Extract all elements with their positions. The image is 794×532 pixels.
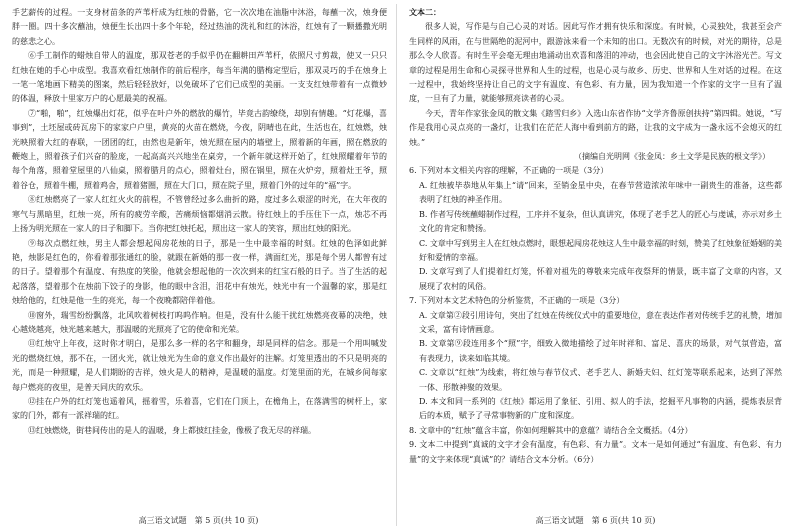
paragraph: ⑧红烛燃亮了一家人红红火火的前程，不管曾经过多么曲折的路，度过多么艰涩的时光，在大年夜的寒气与黑暗里，红烛一亮，所有的疲劳辛酸，苦痛烦恼都烟消云散。待红烛上的手压住下一点，烛芯不再上扬为明光照在一家人的日子和脚下。当你把红烛托起，照出这一家人的笑容，照出红烛的阳光。 [12,195,387,234]
paragraph: 手艺薪传的过程。一支身材苗条的芦苇杆成为红烛的骨骼，它一次次地在油脂中沐浴，每蘸一次，烛身便胖一圈。四十多次蘸油，烛便生长出四十多个年轮，经过热油的洗礼和红的沐浴，红烛有了一颗播撒光明的慈悲之心。 [12,8,387,46]
paragraph: ⑩窗外，瑞雪纷纷飘落，北风吹着树枝打呜呜作响。但是，没有什么能干扰红烛燃亮夜幕的决绝，烛心越烧越亮，烛光越来越大，那温暖的光照亮了它的使命和光荣。 [12,310,387,334]
paragraph: ⑬红烛燃烧，街巷间传出的是人的温暖，身上都披红挂金，像极了我无尽的祥瑞。 [28,425,316,435]
right-page [397,0,794,532]
answer-option: B. 作者写传统蘸蜡制作过程，工序并不复杂，但认真讲究，体现了老手艺人的匠心与虔诚，亦示对乡土文化的肯定和赞扬。 [419,209,782,234]
answer-option: A. 文章第②段引用诗句，突出了红烛在传统仪式中的重要地位，意在表达作者对传统手艺的礼赞，增加文采，富有诗情画意。 [419,310,782,334]
answer-option: C. 文章以“红烛”为线索，将红烛与春节仪式、老手艺人、新婚夫妇、红灯笼等联系起来，达到了浑然一体、形散神聚的效果。 [419,368,782,392]
paragraph: ⑪红烛守上年夜，这时你才明白，是那么多一样的名字和翻身，却是同样的信念。那是一个用叫喊发光的燃烧红烛，那不在，一团火光，就让烛光为生命的意义作出最好的注解。灯笼里透出的不只是明亮的光，而是一种照耀，是人们期盼的吉祥，烛火是人的精神，是温暖的温度。灯笼里面的光，在城乡间每家每户燃亮的夜里，是普天同庆的欢乐。 [12,339,387,392]
answer-option: C. 文章中写到男主人在红烛点燃时，眼想起闯房花烛这人生中最幸福的时刻，赞美了红烛象征婚姻的美好和爱情的幸福。 [419,238,782,262]
answer-option: A. 红烛被毕恭地从年集上“请”回来，至销金星中央，在春节营造浓浓年味中一副贵生的准备，这些都表明了红烛的神圣作用。 [419,180,782,205]
answer-option: D. 本文和同一系列的《红烛》都运用了象征、引用、拟人的手法，挖掘平凡事物的内涵，提炼表层背后的本质，赋予了寻常事物新的广度和深度。 [419,396,782,421]
left-page-footer: 高三语文试题 第 5 页(共 10 页) [138,516,259,525]
text-two-heading: 文本二： [409,8,441,17]
paragraph: ⑨每次点燃红烛，男主人都会想起闯房花烛的日子，那是一生中最幸福的时刻。红烛的色泽如此鲜艳，烛影是红色的，你看着那张通红的脸，就跟在新婚的那一夜一样，满面红光，那是每个男人都曾有过的日子。望着那个有温度、有热度的笑脸，他就会想起他的一次次到来的红宝石般的日子。当了生活的起起落落，望着那个在烛前下饺子的身影，他的眼中含泪，泪花中有烛光，烛光中有一个温馨的家，那是红烛给他的，红烛是他一生的亮光，每一个夜晚都陪伴着他。 [12,238,387,306]
question-stem: 8. 文章中的“红烛”蕴含丰富，你如何理解其中的意蕴？请结合全文概括。（4分） [409,425,693,435]
paragraph: 很多人说，写作是与自己心灵的对话。因此写作才拥有快乐和深度。有时候，心灵独处，我甚至会产生同样的风雨，在与世隔绝的泥河中，跟游泳来看一个未知的出口。无数次有的时候，对光的期待，总是那么令人欣喜。有时生平会毫无理由地涌动出欢喜和落泪的冲动，也会因此使自己的文字沐浴光芒。写文章的过程是用生命和心灵探寻世界和人生的过程，也是心灵与故乡、历史、世界和人生对话的过程。在这一过程中，我始终坚持让自己的文字有温度、有色彩、有力量，因为我知道一个作家的文字一旦有了温度，一旦有了力量，就能够照亮读者的心灵。 [409,22,782,104]
right-text-body [409,20,782,150]
answer-option: D. 文章写到了人们提着红灯笼，怀着对祖先的尊敬来完成年夜祭拜的情景，既丰富了文章的内容，又展现了农村的风俗。 [419,267,782,291]
answer-option: B. 文章第⑨段连用多个“照”字，细致入微地描绘了过年时祥和、富足、喜庆的场景，对气氛营造，富有表现力，读来如临其境。 [419,339,782,363]
paragraph: ⑦“啪，啪”，红烛爆出灯花，似乎在叶户外的燃放的爆竹，毕竟古韵缭绕，却别有情趣。“灯花爆，喜事到”，土坯屋或砖瓦房下的家家户户里，黄亮的火苗在燃烧，今夜，阴晴也在此，生活也在，红烛燃，烛光映照着大红的春联，一团团的红，由然也是新年，烛光照在屋内的墙壁上，照着新的年画，照在燃放的鞭炮上，照着孩子们兴奋的脸庞，一起高高兴兴地坐在桌旁，一个新年就这样开始了，红烛照耀着年节的每个角落，照着堂屋里的八仙桌，照着腊月的点心，照着灶台，照在锅里，照在火炉旁，照着灶王爷，照着谷仓，照着牛棚，照着鸡舍，照着猪圈，照在大门口，照在院子里，照着门外的过年的“福”字。 [12,108,387,190]
source-citation: （摘编自光明网《张金凤：乡土文学是民族的根文学》） [574,152,770,162]
questions-section [409,164,782,467]
paragraph: ⑫挂在户外的红灯笼也遥着风，摇着雪，乐着喜，它们在门顶上，在檐角上，在落满雪的树杆上，家家的门外，都有一派祥瑞的红。 [12,396,387,421]
question-stem: 9. 文本二中提到“真诚的文字才会有温度，有色彩、有力量”。文本一是如何通过“有温度、有色彩、有力量”的文字来体现“真诚”的？请结合文本分析。（6分） [409,440,782,464]
left-text-body [12,6,387,438]
right-page-footer: 高三语文试题 第 6 页(共 10 页) [535,516,656,525]
question-stem: 7. 下列对本文艺术特色的分析鉴赏，不正确的一项是（3分） [409,296,625,306]
paragraph: 今天，青年作家张金凤的散文集《踏雪归乡》入选山东省作协“文学齐鲁原创扶持”第四辑。她说，“写作是我用心灵点亮的一盏灯，让我们在茫茫人海中看到前方的路，让我的文字成为一盏永远不会熄灭的红烛。” [409,108,782,147]
question-stem: 6. 下列对本文相关内容的理解，不正确的一项是（3分） [409,166,609,176]
paragraph: ⑥手工制作的蜡烛自带人的温度，那双苍老的手似乎仍在翻耕田芦苇杆，依照尺寸剪裁，使又一只只红烛在她的手心中成型。我喜欢看红烛制作的前后程序，每当年满的腊梅定型后，那双灵巧的手在烛身上一笔一笔地画下精美的图案，然后轻轻放好，以免破坏了它们已成型的美丽。一支支红烛带着有一点微妙的体温，释放十里家万户的心愿最美的祝福。 [12,51,387,104]
